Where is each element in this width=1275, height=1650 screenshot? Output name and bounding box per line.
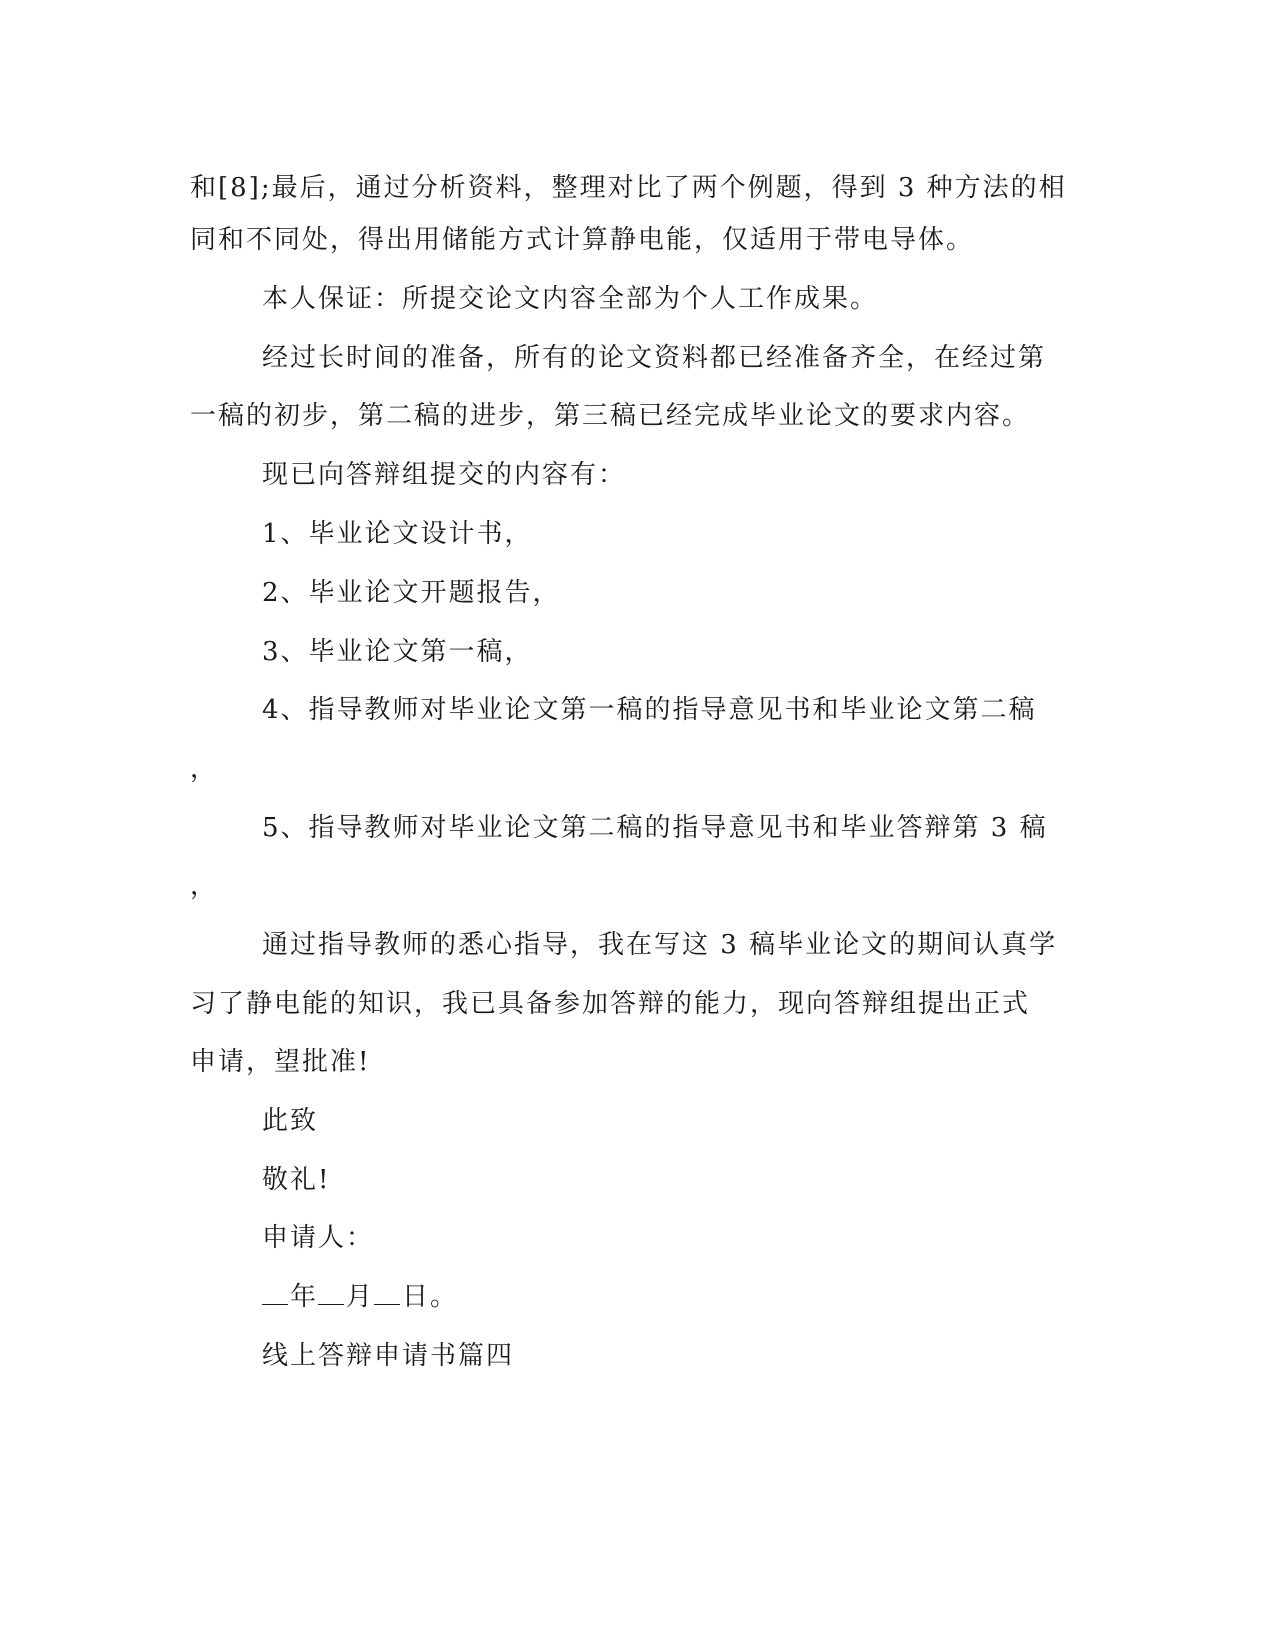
year-label: 年 <box>290 1282 319 1312</box>
closing-regards: 敬礼! <box>262 1165 331 1195</box>
paragraph-line: 现已向答辩组提交的内容有： <box>262 460 627 490</box>
applicant-label: 申请人： <box>262 1223 375 1253</box>
list-item: 1、毕业论文设计书， <box>262 519 533 549</box>
paragraph-line: 申请，望批准! <box>190 1047 371 1077</box>
paragraph-line: 习了静电能的知识，我已具备参加答辩的能力，现向答辩组提出正式 <box>190 989 1031 1019</box>
month-label: 月 <box>346 1282 375 1312</box>
date-line <box>262 1281 1070 1313</box>
section-heading: 线上答辩申请书篇四 <box>262 1341 515 1371</box>
paragraph-line: 通过指导教师的悉心指导，我在写这 3 稿毕业论文的期间认真学 <box>262 930 1058 960</box>
list-item: 5、指导教师对毕业论文第二稿的指导意见书和毕业答辩第 3 稿 <box>262 813 1048 843</box>
year-blank <box>262 1282 288 1305</box>
list-item: 3、毕业论文第一稿， <box>262 637 533 667</box>
paragraph-line: 经过长时间的准备，所有的论文资料都已经准备齐全，在经过第 <box>262 343 1047 373</box>
day-label: 日。 <box>402 1282 459 1312</box>
paragraph-line: 本人保证：所提交论文内容全部为个人工作成果。 <box>262 284 879 314</box>
paragraph-line: 和[8];最后，通过分析资料，整理对比了两个例题，得到 3 种方法的相 <box>190 173 1067 203</box>
list-item-continuation: ， <box>190 871 219 901</box>
paragraph-line: 一稿的初步，第二稿的进步，第三稿已经完成毕业论文的要求内容。 <box>190 401 1031 431</box>
list-item: 4、指导教师对毕业论文第一稿的指导意见书和毕业论文第二稿 <box>262 695 1037 725</box>
list-item: 2、毕业论文开题报告， <box>262 578 561 608</box>
paragraph-line: 同和不同处，得出用储能方式计算静电能，仅适用于带电导体。 <box>190 225 975 255</box>
closing-salutation: 此致 <box>262 1106 319 1136</box>
day-blank <box>374 1282 400 1305</box>
list-item-continuation: ， <box>190 754 219 784</box>
month-blank <box>318 1282 344 1305</box>
